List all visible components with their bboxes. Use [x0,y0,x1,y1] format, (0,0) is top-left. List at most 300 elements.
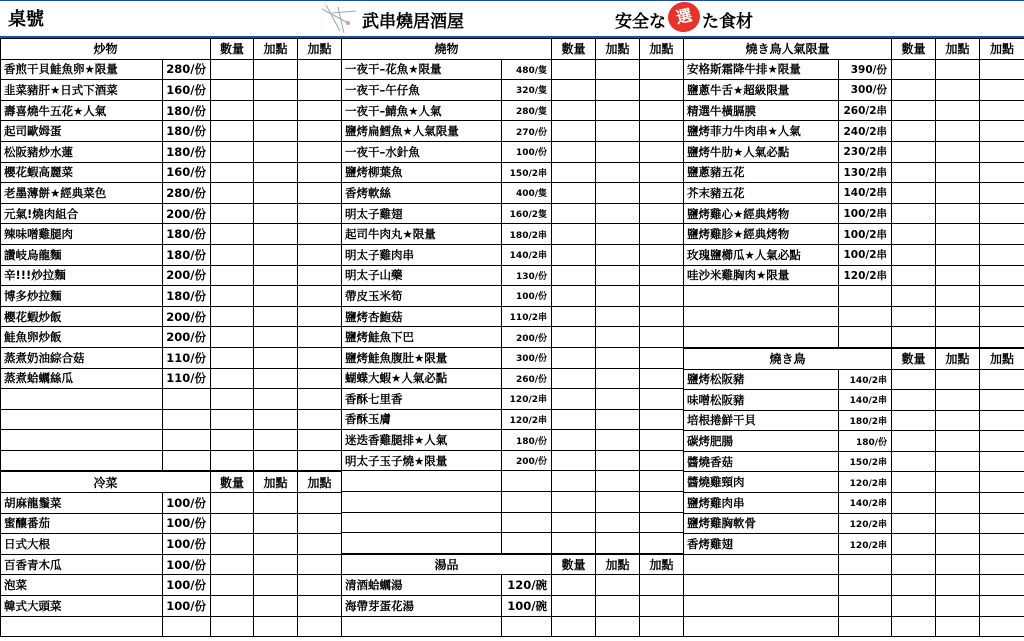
add-cell[interactable] [640,183,684,204]
add-cell[interactable] [980,306,1024,327]
add-cell[interactable] [596,512,640,533]
qty-cell[interactable] [892,451,936,472]
add-cell[interactable] [936,369,980,390]
add-cell[interactable] [596,183,640,204]
qty-cell[interactable] [211,265,254,286]
qty-cell[interactable] [552,141,596,162]
qty-cell[interactable] [552,430,596,451]
add-cell[interactable] [936,183,980,204]
add-cell[interactable] [596,306,640,327]
qty-cell[interactable] [892,244,936,265]
qty-cell[interactable] [211,513,254,534]
add-cell[interactable] [980,203,1024,224]
add-cell[interactable] [640,162,684,183]
add-cell[interactable] [596,471,640,492]
add-cell[interactable] [254,596,298,617]
qty-cell[interactable] [211,347,254,368]
add-cell[interactable] [596,203,640,224]
add-cell[interactable] [596,347,640,368]
add-cell[interactable] [640,596,684,617]
add-cell[interactable] [640,347,684,368]
qty-cell[interactable] [552,596,596,617]
add-cell[interactable] [298,409,342,430]
qty-cell[interactable] [552,244,596,265]
add-cell[interactable] [298,286,342,307]
menu-row [342,616,684,637]
add-cell[interactable] [980,162,1024,183]
qty-cell[interactable] [211,306,254,327]
add-cell[interactable] [980,100,1024,121]
qty-cell[interactable] [892,472,936,493]
add-cell[interactable] [980,596,1024,617]
qty-cell[interactable] [892,286,936,307]
qty-cell[interactable] [892,554,936,575]
add-cell[interactable] [298,327,342,348]
qty-cell[interactable] [211,389,254,410]
qty-cell[interactable] [892,141,936,162]
item-name: 博多炒拉麵 [1,286,163,307]
add-cell[interactable] [936,327,980,348]
menu-row [342,471,684,492]
qty-cell[interactable] [211,616,254,637]
item-price: 280/份 [163,59,211,80]
add-cell[interactable] [254,183,298,204]
menu-row [684,493,1024,514]
qty-cell[interactable] [892,306,936,327]
add-cell[interactable] [980,493,1024,514]
add-cell[interactable] [980,327,1024,348]
qty-cell[interactable] [552,306,596,327]
add-cell[interactable] [254,224,298,245]
add-cell[interactable] [640,59,684,80]
qty-cell[interactable] [552,100,596,121]
add-cell[interactable] [936,224,980,245]
item-name: 香烤軟絲 [342,183,502,204]
add-cell[interactable] [254,409,298,430]
add-cell[interactable] [980,472,1024,493]
item-price [163,430,211,451]
qty-cell[interactable] [211,59,254,80]
item-name: 芥末豬五花 [684,183,839,204]
menu-row [342,512,684,533]
add-cell[interactable] [980,534,1024,555]
add-cell[interactable] [254,265,298,286]
menu-row [684,59,1024,80]
add-cell[interactable] [254,554,298,575]
add-cell[interactable] [936,616,980,637]
qty-cell[interactable] [211,100,254,121]
menu-row [684,327,1024,348]
qty-cell[interactable] [892,410,936,431]
qty-cell[interactable] [552,616,596,637]
menu-row [1,203,342,224]
add-cell[interactable] [980,121,1024,142]
add-cell[interactable] [640,327,684,348]
item-name: 味噌松阪豬 [684,390,839,411]
add-cell[interactable] [936,59,980,80]
qty-cell[interactable] [552,471,596,492]
menu-row [684,616,1024,637]
qty-cell[interactable] [552,389,596,410]
add-cell[interactable] [298,121,342,142]
item-name: 蒸煮蛤蠣絲瓜 [1,368,163,389]
add-cell[interactable] [298,80,342,101]
add-cell[interactable] [254,534,298,555]
add-cell[interactable] [298,450,342,471]
add-cell[interactable] [596,59,640,80]
qty-cell[interactable] [552,492,596,513]
add-cell[interactable] [254,80,298,101]
qty-cell[interactable] [211,575,254,596]
add-cell[interactable] [254,327,298,348]
qty-cell[interactable] [552,162,596,183]
add-cell[interactable] [640,471,684,492]
add-cell[interactable] [254,430,298,451]
qty-cell[interactable] [892,100,936,121]
add-cell[interactable] [936,265,980,286]
add-cell[interactable] [254,450,298,471]
qty-cell[interactable] [211,244,254,265]
qty-cell[interactable] [892,59,936,80]
add-cell[interactable] [640,409,684,430]
add-cell[interactable] [298,162,342,183]
add-cell[interactable] [640,450,684,471]
add-cell[interactable] [936,575,980,596]
stir-fry-title: 炒物 [1,39,211,60]
add-cell[interactable] [980,183,1024,204]
add-cell[interactable] [936,203,980,224]
add-cell[interactable] [980,410,1024,431]
qty-cell[interactable] [892,596,936,617]
add-cell[interactable] [596,430,640,451]
add-cell[interactable] [980,513,1024,534]
add-cell[interactable] [980,286,1024,307]
menu-row [1,286,342,307]
add-cell[interactable] [298,616,342,637]
qty-cell[interactable] [892,265,936,286]
add-cell[interactable] [298,244,342,265]
qty-cell[interactable] [552,347,596,368]
add-cell[interactable] [254,513,298,534]
add-cell[interactable] [254,368,298,389]
menu-row [342,265,684,286]
add-cell[interactable] [298,100,342,121]
add-cell[interactable] [936,244,980,265]
qty-cell[interactable] [552,203,596,224]
add-cell[interactable] [298,554,342,575]
add-cell[interactable] [298,265,342,286]
menu-row [684,141,1024,162]
qty-cell[interactable] [552,368,596,389]
qty-cell[interactable] [552,183,596,204]
qty-cell[interactable] [211,409,254,430]
item-name: 蜜釀番茄 [1,513,163,534]
menu-row [1,347,342,368]
item-name [684,575,839,596]
add-cell[interactable] [936,100,980,121]
add-cell[interactable] [254,162,298,183]
qty-cell[interactable] [211,534,254,555]
add-cell[interactable] [596,265,640,286]
add-cell[interactable] [640,512,684,533]
add-cell[interactable] [596,492,640,513]
add-cell[interactable] [254,306,298,327]
qty-cell[interactable] [552,121,596,142]
add-cell[interactable] [596,244,640,265]
qty-cell[interactable] [892,80,936,101]
add-cell[interactable] [980,616,1024,637]
item-name: 帶皮玉米筍 [342,286,502,307]
menu-row [342,368,684,389]
qty-cell[interactable] [211,162,254,183]
qty-cell[interactable] [892,327,936,348]
add-cell[interactable] [298,368,342,389]
add-cell[interactable] [980,224,1024,245]
add-cell[interactable] [596,596,640,617]
add-cell[interactable] [640,575,684,596]
item-name: 辣味噌雞腿肉 [1,224,163,245]
add-cell[interactable] [254,616,298,637]
add-cell[interactable] [298,596,342,617]
qty-cell[interactable] [892,203,936,224]
add-cell[interactable] [936,121,980,142]
qty-cell[interactable] [552,265,596,286]
add-cell[interactable] [298,534,342,555]
add-cell[interactable] [596,80,640,101]
qty-cell[interactable] [211,80,254,101]
item-price: 130/2串 [839,162,892,183]
item-name [342,616,502,637]
add-cell[interactable] [596,368,640,389]
qty-cell[interactable] [552,575,596,596]
item-name: 鹽烤雞胗★經典烤物 [684,224,839,245]
item-price: 280/隻 [502,100,552,121]
qty-cell[interactable] [892,493,936,514]
qty-cell[interactable] [552,286,596,307]
menu-row [684,451,1024,472]
add-cell[interactable] [298,575,342,596]
add-cell[interactable] [640,121,684,142]
add-cell[interactable] [254,286,298,307]
item-price: 180/份 [163,286,211,307]
add-cell[interactable] [254,100,298,121]
item-price [163,616,211,637]
add-cell[interactable] [936,286,980,307]
add-cell[interactable] [254,121,298,142]
add-cell[interactable] [298,203,342,224]
add-cell[interactable] [640,492,684,513]
add-cell[interactable] [298,389,342,410]
add-cell[interactable] [936,493,980,514]
menu-row [342,347,684,368]
add-cell[interactable] [596,389,640,410]
item-name: 鹽烤菲力牛肉串★人氣 [684,121,839,142]
menu-row [684,554,1024,575]
add-cell[interactable] [254,203,298,224]
add-cell[interactable] [298,59,342,80]
qty-cell[interactable] [211,430,254,451]
qty-cell[interactable] [552,327,596,348]
qty-cell[interactable] [552,59,596,80]
qty-cell[interactable] [892,390,936,411]
add-cell[interactable] [596,616,640,637]
add-cell[interactable] [640,80,684,101]
add-cell[interactable] [640,265,684,286]
add-cell[interactable] [936,534,980,555]
add-cell[interactable] [936,306,980,327]
qty-cell[interactable] [892,121,936,142]
add-cell[interactable] [298,347,342,368]
add-cell[interactable] [980,575,1024,596]
add-cell[interactable] [298,430,342,451]
yakitori-table [683,348,1024,637]
qty-cell[interactable] [552,224,596,245]
add-cell[interactable] [980,554,1024,575]
add-cell[interactable] [298,493,342,514]
qty-cell[interactable] [892,534,936,555]
add-cell[interactable] [596,575,640,596]
item-name: 鹽烤雞胸軟骨 [684,513,839,534]
add-cell[interactable] [640,203,684,224]
add-cell[interactable] [936,410,980,431]
item-price: 120/2串 [502,409,552,430]
item-price: 100/份 [163,513,211,534]
qty-cell[interactable] [552,409,596,430]
menu-row [684,100,1024,121]
add-cell[interactable] [980,369,1024,390]
item-price: 100/2串 [839,224,892,245]
item-price: 180/2串 [502,224,552,245]
add-cell[interactable] [298,306,342,327]
qty-cell[interactable] [892,575,936,596]
add-cell[interactable] [254,389,298,410]
item-price: 280/份 [163,183,211,204]
add-cell[interactable] [936,513,980,534]
add-cell[interactable] [298,183,342,204]
qty-cell[interactable] [892,183,936,204]
add-cell[interactable] [596,141,640,162]
add-cell[interactable] [936,162,980,183]
qty-cell[interactable] [211,327,254,348]
qty-cell[interactable] [211,554,254,575]
add-cell[interactable] [596,327,640,348]
item-price: 120/2串 [839,265,892,286]
add-cell[interactable] [936,451,980,472]
add-cell[interactable] [980,80,1024,101]
add-cell[interactable] [640,389,684,410]
qty-cell[interactable] [211,368,254,389]
add-cell[interactable] [980,451,1024,472]
add-cell[interactable] [980,244,1024,265]
add-cell[interactable] [936,141,980,162]
add-cell[interactable] [640,141,684,162]
add-cell[interactable] [298,224,342,245]
add-cell[interactable] [980,431,1024,452]
add-cell[interactable] [254,493,298,514]
add-cell[interactable] [596,286,640,307]
qty-cell[interactable] [211,596,254,617]
add-cell[interactable] [640,368,684,389]
qty-cell[interactable] [892,513,936,534]
item-price: 160/2隻 [502,203,552,224]
qty-cell[interactable] [211,493,254,514]
menu-row [342,100,684,121]
add-cell[interactable] [254,575,298,596]
add-cell[interactable] [640,100,684,121]
add-cell[interactable] [596,224,640,245]
add-cell[interactable] [254,59,298,80]
menu-row [1,409,342,430]
qty-cell[interactable] [892,431,936,452]
add-cell[interactable] [640,244,684,265]
add-cell[interactable] [936,390,980,411]
menu-row [1,554,342,575]
add-cell[interactable] [980,265,1024,286]
qty-cell[interactable] [552,80,596,101]
item-name: 老墨薄餅★經典菜色 [1,183,163,204]
qty-cell[interactable] [552,512,596,533]
item-price: 260/2串 [839,100,892,121]
item-price: 200/份 [163,203,211,224]
add-cell[interactable] [640,533,684,554]
add-cell[interactable] [596,409,640,430]
add-cell[interactable] [298,141,342,162]
qty-cell[interactable] [552,533,596,554]
item-name: 起司牛肉丸★限量 [342,224,502,245]
qty-cell[interactable] [211,183,254,204]
add-cell[interactable] [980,59,1024,80]
qty-cell[interactable] [211,224,254,245]
add-cell[interactable] [640,224,684,245]
qty-cell[interactable] [892,224,936,245]
cold-dish-title: 冷菜 [1,472,211,493]
add-cell[interactable] [640,286,684,307]
add-cell[interactable] [596,450,640,471]
add-cell[interactable] [640,306,684,327]
table-number-label: 桌號 [8,9,44,30]
add-cell[interactable] [936,554,980,575]
qty-cell[interactable] [892,369,936,390]
add-cell[interactable] [596,100,640,121]
qty-cell[interactable] [892,616,936,637]
add-cell[interactable] [936,596,980,617]
add-cell[interactable] [936,431,980,452]
add-cell[interactable] [936,472,980,493]
add-cell[interactable] [254,244,298,265]
add-cell[interactable] [596,121,640,142]
add-cell[interactable] [596,533,640,554]
add-cell[interactable] [254,141,298,162]
qty-cell[interactable] [892,162,936,183]
item-name: 哇沙米雞胸肉★限量 [684,265,839,286]
add-cell[interactable] [640,616,684,637]
qty-cell[interactable] [211,141,254,162]
add-cell[interactable] [254,347,298,368]
add-cell[interactable] [980,141,1024,162]
qty-cell[interactable] [211,450,254,471]
add-cell[interactable] [980,390,1024,411]
add-cell[interactable] [936,80,980,101]
add-cell[interactable] [640,430,684,451]
qty-cell[interactable] [211,286,254,307]
qty-cell[interactable] [211,121,254,142]
add-header: 加點 [936,39,980,60]
item-price: 110/份 [163,368,211,389]
qty-cell[interactable] [211,203,254,224]
qty-cell[interactable] [552,450,596,471]
add-cell[interactable] [596,162,640,183]
add-cell[interactable] [298,513,342,534]
